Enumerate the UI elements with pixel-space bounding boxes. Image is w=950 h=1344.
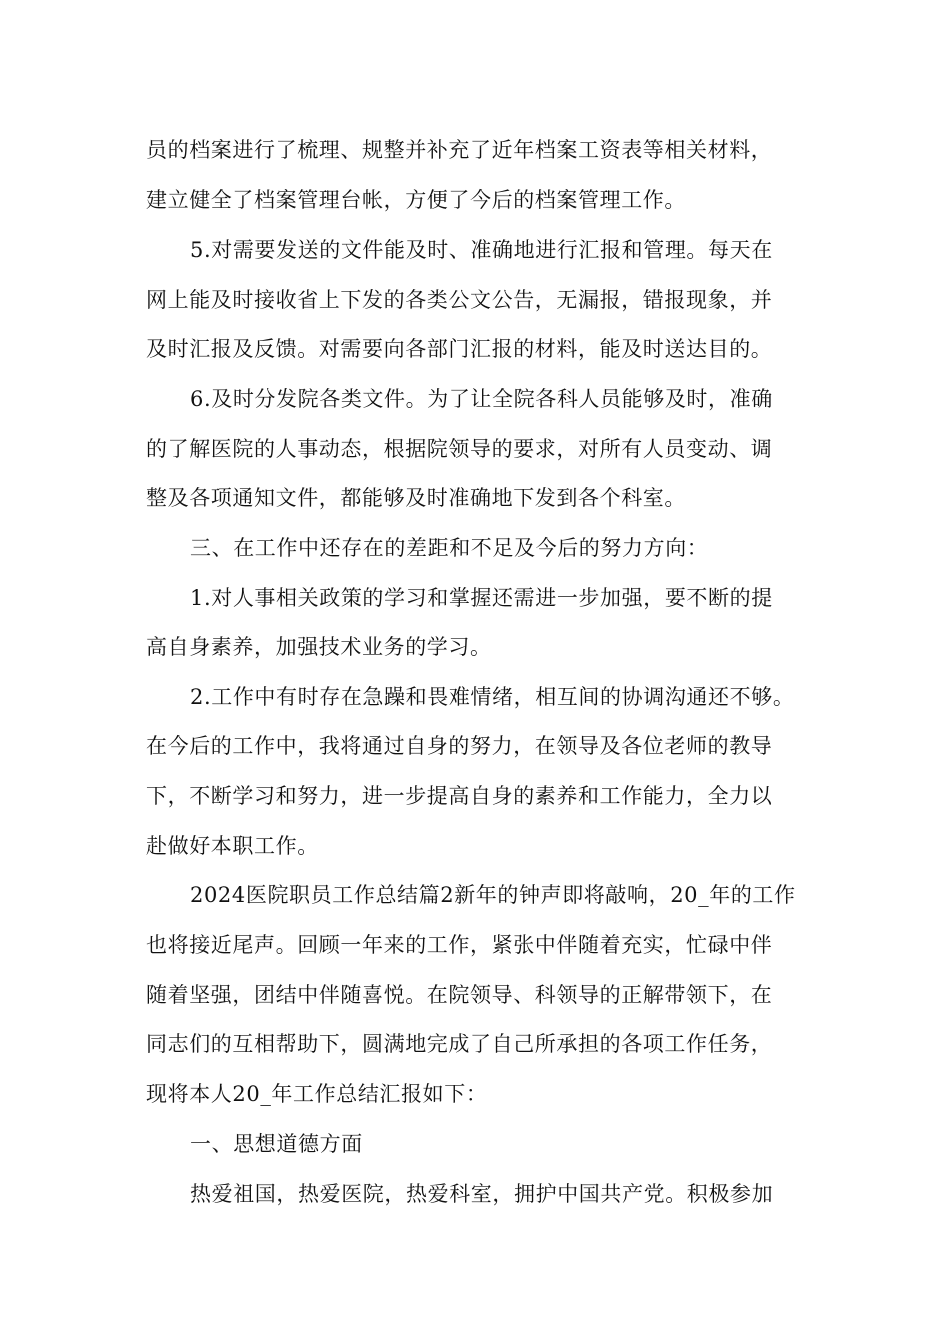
text-line: 的了解医院的人事动态，根据院领导的要求，对所有人员变动、调 [146, 437, 773, 461]
text-line: 5.对需要发送的文件能及时、准确地进行汇报和管理。每天在 [190, 238, 773, 262]
section-heading: 一、思想道德方面 [190, 1132, 363, 1156]
text-line: 也将接近尾声。回顾一年来的工作，紧张中伴随着充实，忙碌中伴 [146, 933, 773, 957]
text-line: 随着坚强，团结中伴随喜悦。在院领导、科领导的正解带领下，在 [146, 983, 773, 1007]
text-line: 建立健全了档案管理台帐，方便了今后的档案管理工作。 [146, 188, 686, 212]
text-line: 1.对人事相关政策的学习和掌握还需进一步加强，要不断的提 [190, 586, 773, 610]
text-line: 网上能及时接收省上下发的各类公文公告，无漏报，错报现象，并 [146, 288, 773, 312]
text-line: 在今后的工作中，我将通过自身的努力，在领导及各位老师的教导 [146, 734, 773, 758]
text-line: 员的档案进行了梳理、规整并补充了近年档案工资表等相关材料， [146, 138, 773, 162]
text-line: 下，不断学习和努力，进一步提高自身的素养和工作能力，全力以 [146, 784, 773, 808]
text-line: 及时汇报及反馈。对需要向各部门汇报的材料，能及时送达目的。 [146, 337, 773, 361]
text-line: 同志们的互相帮助下，圆满地完成了自己所承担的各项工作任务， [146, 1032, 773, 1056]
text-line: 2024医院职员工作总结篇2新年的钟声即将敲响，20_年的工作 [190, 883, 796, 907]
text-line: 赴做好本职工作。 [146, 834, 319, 858]
text-line: 热爱祖国，热爱医院，热爱科室，拥护中国共产党。积极参加 [190, 1182, 774, 1206]
text-line: 整及各项通知文件，都能够及时准确地下发到各个科室。 [146, 486, 686, 510]
text-line: 现将本人20_年工作总结汇报如下： [146, 1082, 488, 1106]
section-heading: 三、在工作中还存在的差距和不足及今后的努力方向： [190, 536, 709, 560]
text-line: 6.及时分发院各类文件。为了让全院各科人员能够及时，准确 [190, 387, 773, 411]
text-line: 2.工作中有时存在急躁和畏难情绪，相互间的协调沟通还不够。 [190, 685, 795, 709]
text-line: 高自身素养，加强技术业务的学习。 [146, 635, 492, 659]
